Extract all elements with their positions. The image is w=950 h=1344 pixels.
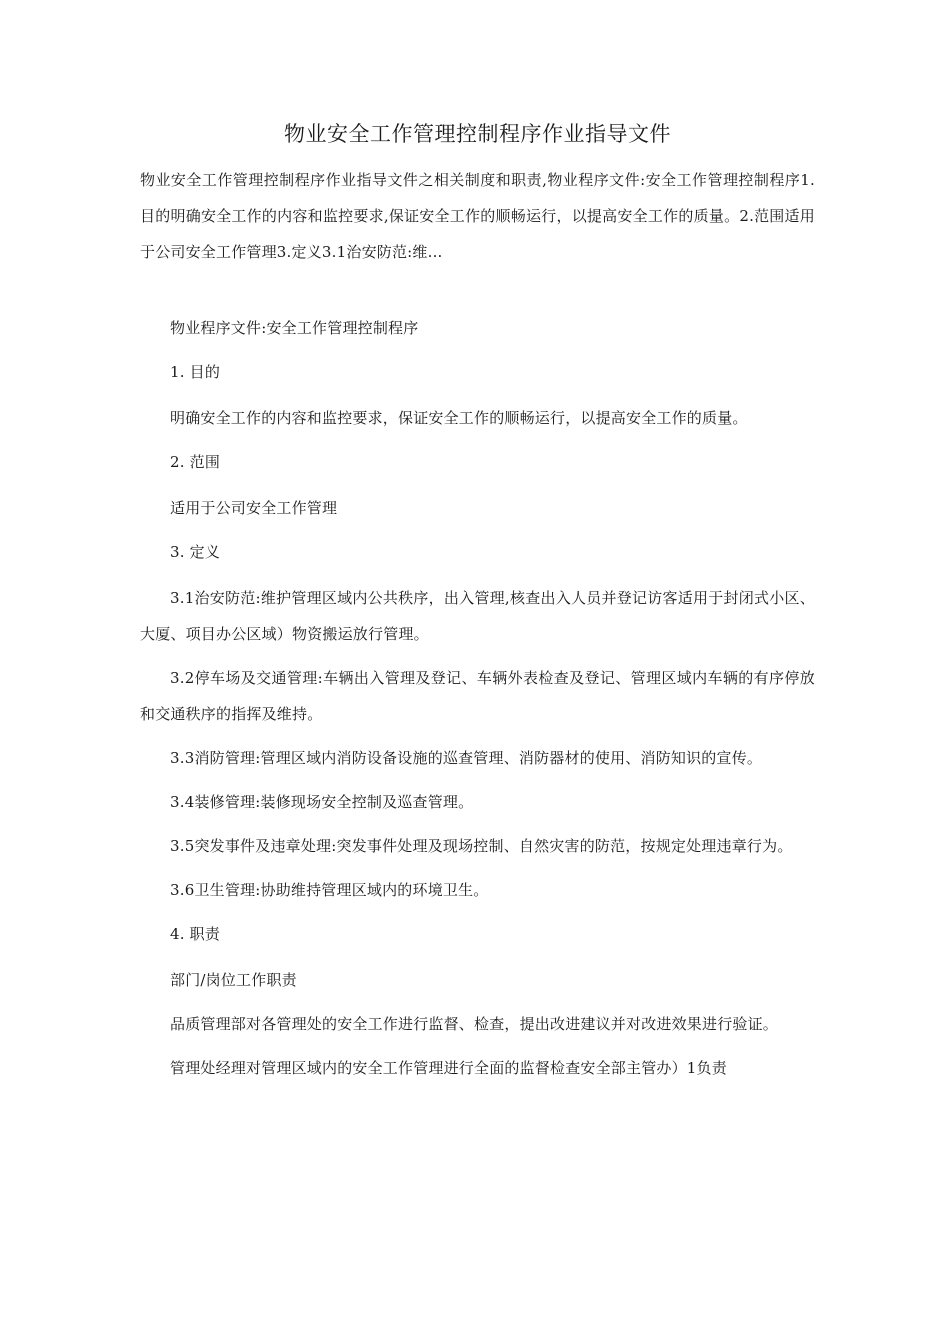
section-heading-responsibilities: 4. 职责 [170, 925, 221, 943]
paragraph-purpose: 明确安全工作的内容和监控要求，保证安全工作的顺畅运行，以提高安全工作的质量。 [170, 409, 748, 427]
paragraph-definition-3-1: 3.1治安防范:维护管理区域内公共秩序，出入管理,核查出入人员并登记访客适用于封闭式小区、大厦、项目办公区域）物资搬运放行管理。 [140, 589, 815, 643]
paragraph-manager: 管理处经理对管理区域内的安全工作管理进行全面的监督检查安全部主管办）1负责 [170, 1059, 727, 1077]
section-heading-definitions: 3. 定义 [170, 543, 221, 561]
paragraph-definition-3-4: 3.4装修管理:装修现场安全控制及巡查管理。 [170, 793, 474, 811]
document-summary: 物业安全工作管理控制程序作业指导文件之相关制度和职责,物业程序文件:安全工作管理控制程序1.目的明确安全工作的内容和监控要求,保证安全工作的顺畅运行，以提高安全工作的质量。2.范围适用于公司安全工作管理3.定义3.1治安防范:维... [140, 171, 815, 261]
paragraph-scope: 适用于公司安全工作管理 [170, 499, 338, 517]
paragraph-definition-3-5: 3.5突发事件及违章处理:突发事件处理及现场控制、自然灾害的防范，按规定处理违章行为。 [170, 837, 793, 855]
paragraph-doc-name: 物业程序文件:安全工作管理控制程序 [170, 319, 419, 337]
document-title: 物业安全工作管理控制程序作业指导文件 [284, 122, 671, 146]
paragraph-definition-3-6: 3.6卫生管理:协助维持管理区域内的环境卫生。 [170, 881, 489, 899]
section-heading-purpose: 1. 目的 [170, 363, 221, 381]
document-body [140, 310, 815, 1094]
paragraph-quality-dept: 品质管理部对各管理处的安全工作进行监督、检查，提出改进建议并对改进效果进行验证。 [170, 1015, 779, 1033]
paragraph-definition-3-2: 3.2停车场及交通管理:车辆出入管理及登记、车辆外表检查及登记、管理区域内车辆的有序停放和交通秩序的指挥及维持。 [140, 669, 815, 723]
section-heading-scope: 2. 范围 [170, 453, 221, 471]
document-page [140, 0, 815, 1344]
paragraph-definition-3-3: 3.3消防管理:管理区域内消防设备设施的巡查管理、消防器材的使用、消防知识的宣传。 [170, 749, 763, 767]
paragraph-roles-header: 部门/岗位工作职责 [170, 971, 297, 989]
